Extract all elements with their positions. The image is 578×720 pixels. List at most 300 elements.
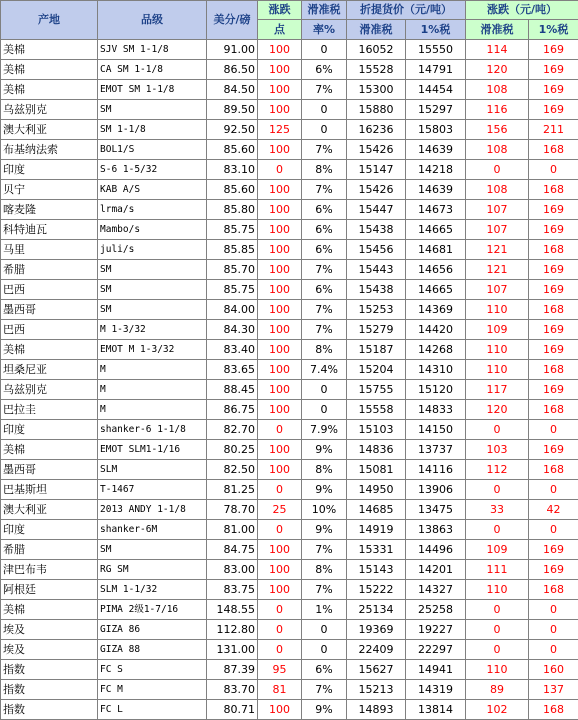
origin-cell: 希腊 [1,540,98,560]
origin-cell: 墨西哥 [1,460,98,480]
change-sliding-cell: 110 [466,580,529,600]
change-one-pct-cell: 0 [529,480,578,500]
header-landed-price: 折提货价（元/吨） [347,1,466,20]
price-cell: 86.75 [207,400,258,420]
one-pct-tax-price-cell: 15120 [406,380,466,400]
change-one-pct-cell: 169 [529,560,578,580]
table-row [1,540,578,560]
change-points-cell: 25 [258,500,302,520]
table-row [1,520,578,540]
one-pct-tax-price-cell: 15297 [406,100,466,120]
origin-cell: 指数 [1,660,98,680]
origin-cell: 印度 [1,420,98,440]
header-origin: 产地 [1,1,98,40]
tax-rate-cell: 0 [302,100,347,120]
one-pct-tax-price-cell: 14681 [406,240,466,260]
one-pct-tax-price-cell: 14369 [406,300,466,320]
one-pct-tax-price-cell: 14310 [406,360,466,380]
one-pct-tax-price-cell: 15550 [406,40,466,60]
change-sliding-cell: 107 [466,200,529,220]
table-row [1,60,578,80]
price-cell: 82.50 [207,460,258,480]
origin-cell: 津巴布韦 [1,560,98,580]
change-sliding-cell: 0 [466,620,529,640]
change-one-pct-cell: 169 [529,40,578,60]
change-one-pct-cell: 168 [529,700,578,720]
table-row [1,640,578,660]
change-one-pct-cell: 169 [529,540,578,560]
one-pct-tax-price-cell: 14201 [406,560,466,580]
tax-rate-cell: 8% [302,340,347,360]
sliding-tax-price-cell: 15528 [347,60,406,80]
change-one-pct-cell: 168 [529,580,578,600]
origin-cell: 喀麦隆 [1,200,98,220]
change-sliding-cell: 114 [466,40,529,60]
change-one-pct-cell: 168 [529,240,578,260]
change-one-pct-cell: 169 [529,320,578,340]
sliding-tax-price-cell: 14950 [347,480,406,500]
tax-rate-cell: 6% [302,220,347,240]
one-pct-tax-price-cell: 14454 [406,80,466,100]
table-row [1,260,578,280]
origin-cell: 坦桑尼亚 [1,360,98,380]
one-pct-tax-price-cell: 13475 [406,500,466,520]
change-sliding-cell: 0 [466,160,529,180]
tax-rate-cell: 10% [302,500,347,520]
change-sliding-cell: 103 [466,440,529,460]
sliding-tax-price-cell: 16236 [347,120,406,140]
origin-cell: 乌兹别克 [1,100,98,120]
origin-cell: 美棉 [1,340,98,360]
change-sliding-cell: 110 [466,660,529,680]
change-points-cell: 0 [258,640,302,660]
change-sliding-cell: 0 [466,600,529,620]
origin-cell: 印度 [1,520,98,540]
sliding-tax-price-cell: 15627 [347,660,406,680]
one-pct-tax-price-cell: 14268 [406,340,466,360]
change-points-cell: 100 [258,140,302,160]
origin-cell: 埃及 [1,620,98,640]
one-pct-tax-price-cell: 14639 [406,140,466,160]
tax-rate-cell: 8% [302,460,347,480]
change-points-cell: 100 [258,580,302,600]
change-points-cell: 0 [258,480,302,500]
sliding-tax-price-cell: 15143 [347,560,406,580]
grade-cell: juli/s [98,240,207,260]
sliding-tax-price-cell: 15081 [347,460,406,480]
price-cell: 78.70 [207,500,258,520]
change-one-pct-cell: 168 [529,180,578,200]
price-cell: 85.80 [207,200,258,220]
table-row [1,120,578,140]
change-points-cell: 100 [258,460,302,480]
change-sliding-cell: 120 [466,400,529,420]
origin-cell: 美棉 [1,440,98,460]
one-pct-tax-price-cell: 14941 [406,660,466,680]
one-pct-tax-price-cell: 14665 [406,280,466,300]
change-points-cell: 100 [258,280,302,300]
change-sliding-cell: 116 [466,100,529,120]
tax-rate-cell: 6% [302,200,347,220]
tax-rate-cell: 8% [302,160,347,180]
change-one-pct-cell: 0 [529,520,578,540]
grade-cell: SM 1-1/8 [98,120,207,140]
change-points-cell: 100 [258,320,302,340]
header-change: 涨跌 [258,1,302,20]
change-one-pct-cell: 169 [529,280,578,300]
one-pct-tax-price-cell: 15803 [406,120,466,140]
price-cell: 82.70 [207,420,258,440]
change-points-cell: 95 [258,660,302,680]
tax-rate-cell: 9% [302,700,347,720]
price-cell: 91.00 [207,40,258,60]
sliding-tax-price-cell: 25134 [347,600,406,620]
price-cell: 83.65 [207,360,258,380]
tax-rate-cell: 0 [302,640,347,660]
one-pct-tax-price-cell: 13737 [406,440,466,460]
grade-cell: SM [98,300,207,320]
table-row [1,280,578,300]
tax-rate-cell: 7.4% [302,360,347,380]
change-sliding-cell: 109 [466,320,529,340]
change-points-cell: 100 [258,440,302,460]
one-pct-tax-price-cell: 14656 [406,260,466,280]
grade-cell: FC S [98,660,207,680]
change-points-cell: 100 [258,700,302,720]
table-row [1,460,578,480]
one-pct-tax-price-cell: 14319 [406,680,466,700]
sliding-tax-price-cell: 15438 [347,280,406,300]
price-cell: 92.50 [207,120,258,140]
price-cell: 83.00 [207,560,258,580]
change-points-cell: 100 [258,180,302,200]
change-sliding-cell: 112 [466,460,529,480]
tax-rate-cell: 6% [302,660,347,680]
table-row [1,320,578,340]
origin-cell: 阿根廷 [1,580,98,600]
price-cell: 80.25 [207,440,258,460]
grade-cell: 2013 ANDY 1-1/8 [98,500,207,520]
grade-cell: M 1-3/32 [98,320,207,340]
grade-cell: T-1467 [98,480,207,500]
grade-cell: Mambo/s [98,220,207,240]
grade-cell: EMOT SLM1-1/16 [98,440,207,460]
tax-rate-cell: 7% [302,140,347,160]
sliding-tax-price-cell: 14893 [347,700,406,720]
origin-cell: 巴拉圭 [1,400,98,420]
table-row [1,700,578,720]
one-pct-tax-price-cell: 14496 [406,540,466,560]
header-grade: 品级 [98,1,207,40]
change-one-pct-cell: 169 [529,340,578,360]
price-cell: 83.40 [207,340,258,360]
tax-rate-cell: 7% [302,180,347,200]
origin-cell: 乌兹别克 [1,380,98,400]
one-pct-tax-price-cell: 19227 [406,620,466,640]
one-pct-tax-price-cell: 13814 [406,700,466,720]
change-sliding-cell: 110 [466,340,529,360]
sliding-tax-price-cell: 16052 [347,40,406,60]
header-sliding-tax: 滑准税 [347,20,406,40]
origin-cell: 美棉 [1,40,98,60]
table-row [1,420,578,440]
table-body [1,40,578,720]
grade-cell: SM [98,260,207,280]
change-points-cell: 100 [258,80,302,100]
tax-rate-cell: 6% [302,240,347,260]
table-row [1,500,578,520]
table-header [1,1,578,40]
grade-cell: M [98,360,207,380]
price-cell: 85.75 [207,280,258,300]
one-pct-tax-price-cell: 14420 [406,320,466,340]
tax-rate-cell: 7% [302,320,347,340]
grade-cell: SLM 1-1/32 [98,580,207,600]
change-points-cell: 100 [258,340,302,360]
change-sliding-cell: 111 [466,560,529,580]
change-sliding-cell: 117 [466,380,529,400]
one-pct-tax-price-cell: 14116 [406,460,466,480]
change-sliding-cell: 120 [466,60,529,80]
change-sliding-cell: 108 [466,180,529,200]
change-sliding-cell: 110 [466,360,529,380]
price-cell: 83.75 [207,580,258,600]
sliding-tax-price-cell: 14836 [347,440,406,460]
one-pct-tax-price-cell: 22297 [406,640,466,660]
change-points-cell: 100 [258,240,302,260]
tax-rate-cell: 0 [302,400,347,420]
change-one-pct-cell: 168 [529,400,578,420]
table-row [1,480,578,500]
origin-cell: 巴西 [1,320,98,340]
change-one-pct-cell: 160 [529,660,578,680]
change-sliding-cell: 102 [466,700,529,720]
sliding-tax-price-cell: 15222 [347,580,406,600]
tax-rate-cell: 0 [302,120,347,140]
grade-cell: BOL1/S [98,140,207,160]
tax-rate-cell: 9% [302,480,347,500]
price-cell: 88.45 [207,380,258,400]
grade-cell: SLM [98,460,207,480]
price-cell: 85.60 [207,180,258,200]
grade-cell: SM [98,280,207,300]
sliding-tax-price-cell: 15187 [347,340,406,360]
one-pct-tax-price-cell: 13863 [406,520,466,540]
change-sliding-cell: 0 [466,420,529,440]
change-sliding-cell: 109 [466,540,529,560]
table-row [1,580,578,600]
change-points-cell: 100 [258,60,302,80]
price-cell: 85.70 [207,260,258,280]
tax-rate-cell: 6% [302,280,347,300]
sliding-tax-price-cell: 15426 [347,180,406,200]
change-sliding-cell: 108 [466,140,529,160]
tax-rate-cell: 7% [302,300,347,320]
grade-cell: GIZA 86 [98,620,207,640]
price-cell: 86.50 [207,60,258,80]
change-one-pct-cell: 0 [529,420,578,440]
change-sliding-cell: 156 [466,120,529,140]
grade-cell: shanker-6 1-1/8 [98,420,207,440]
tax-rate-cell: 0 [302,40,347,60]
origin-cell: 马里 [1,240,98,260]
one-pct-tax-price-cell: 14665 [406,220,466,240]
sliding-tax-price-cell: 15438 [347,220,406,240]
change-one-pct-cell: 168 [529,460,578,480]
grade-cell: EMOT SM 1-1/8 [98,80,207,100]
sliding-tax-price-cell: 15558 [347,400,406,420]
table-row [1,380,578,400]
table-row [1,140,578,160]
change-one-pct-cell: 169 [529,260,578,280]
tax-rate-cell: 9% [302,440,347,460]
change-one-pct-cell: 0 [529,160,578,180]
header-change-yuan: 涨跌（元/吨） [466,1,578,20]
sliding-tax-price-cell: 15755 [347,380,406,400]
one-pct-tax-price-cell: 14833 [406,400,466,420]
sliding-tax-price-cell: 15880 [347,100,406,120]
tax-rate-cell: 8% [302,560,347,580]
table-row [1,440,578,460]
origin-cell: 科特迪瓦 [1,220,98,240]
table-row [1,400,578,420]
sliding-tax-price-cell: 15331 [347,540,406,560]
header-change-one-pct: 1%税 [529,20,578,40]
origin-cell: 布基纳法索 [1,140,98,160]
change-one-pct-cell: 168 [529,360,578,380]
change-points-cell: 100 [258,200,302,220]
grade-cell: CA SM 1-1/8 [98,60,207,80]
grade-cell: lrma/s [98,200,207,220]
change-points-cell: 0 [258,160,302,180]
change-points-cell: 0 [258,520,302,540]
table-row [1,680,578,700]
change-one-pct-cell: 169 [529,60,578,80]
price-cell: 84.75 [207,540,258,560]
grade-cell: S-6 1-5/32 [98,160,207,180]
change-one-pct-cell: 0 [529,620,578,640]
one-pct-tax-price-cell: 25258 [406,600,466,620]
change-one-pct-cell: 169 [529,220,578,240]
table-row [1,80,578,100]
grade-cell: PIMA 2级1-7/16 [98,600,207,620]
tax-rate-cell: 7% [302,680,347,700]
change-sliding-cell: 121 [466,260,529,280]
table-row [1,240,578,260]
origin-cell: 希腊 [1,260,98,280]
change-points-cell: 100 [258,400,302,420]
one-pct-tax-price-cell: 14639 [406,180,466,200]
change-sliding-cell: 33 [466,500,529,520]
origin-cell: 巴基斯坦 [1,480,98,500]
origin-cell: 澳大利亚 [1,500,98,520]
header-price: 美分/磅 [207,1,258,40]
origin-cell: 澳大利亚 [1,120,98,140]
grade-cell: KAB A/S [98,180,207,200]
table-row [1,660,578,680]
sliding-tax-price-cell: 15279 [347,320,406,340]
price-cell: 89.50 [207,100,258,120]
change-one-pct-cell: 169 [529,200,578,220]
change-points-cell: 100 [258,220,302,240]
origin-cell: 美棉 [1,80,98,100]
change-one-pct-cell: 169 [529,380,578,400]
grade-cell: FC L [98,700,207,720]
change-points-cell: 100 [258,380,302,400]
change-sliding-cell: 0 [466,640,529,660]
change-one-pct-cell: 168 [529,300,578,320]
header-tax-rate-bottom: 率% [302,20,347,40]
one-pct-tax-price-cell: 14791 [406,60,466,80]
change-one-pct-cell: 0 [529,600,578,620]
grade-cell: EMOT M 1-3/32 [98,340,207,360]
origin-cell: 美棉 [1,600,98,620]
table-row [1,200,578,220]
grade-cell: shanker-6M [98,520,207,540]
table-row [1,220,578,240]
grade-cell: GIZA 88 [98,640,207,660]
change-one-pct-cell: 169 [529,440,578,460]
tax-rate-cell: 7% [302,80,347,100]
sliding-tax-price-cell: 15300 [347,80,406,100]
price-cell: 131.00 [207,640,258,660]
table-row [1,40,578,60]
sliding-tax-price-cell: 19369 [347,620,406,640]
tax-rate-cell: 9% [302,520,347,540]
header-change-sub: 点 [258,20,302,40]
price-cell: 85.85 [207,240,258,260]
change-sliding-cell: 107 [466,220,529,240]
change-one-pct-cell: 168 [529,140,578,160]
one-pct-tax-price-cell: 14327 [406,580,466,600]
change-sliding-cell: 0 [466,520,529,540]
table-row [1,620,578,640]
one-pct-tax-price-cell: 14218 [406,160,466,180]
grade-cell: M [98,380,207,400]
change-one-pct-cell: 42 [529,500,578,520]
one-pct-tax-price-cell: 14150 [406,420,466,440]
sliding-tax-price-cell: 15443 [347,260,406,280]
table-row [1,360,578,380]
sliding-tax-price-cell: 15447 [347,200,406,220]
sliding-tax-price-cell: 22409 [347,640,406,660]
header-tax-rate-top: 滑准税 [302,1,347,20]
price-cell: 81.00 [207,520,258,540]
table-row [1,100,578,120]
tax-rate-cell: 7% [302,540,347,560]
sliding-tax-price-cell: 15213 [347,680,406,700]
change-points-cell: 100 [258,560,302,580]
origin-cell: 指数 [1,700,98,720]
header-change-sliding: 滑准税 [466,20,529,40]
sliding-tax-price-cell: 15103 [347,420,406,440]
change-one-pct-cell: 169 [529,100,578,120]
change-sliding-cell: 108 [466,80,529,100]
grade-cell: SJV SM 1-1/8 [98,40,207,60]
tax-rate-cell: 0 [302,380,347,400]
change-one-pct-cell: 0 [529,640,578,660]
sliding-tax-price-cell: 14919 [347,520,406,540]
tax-rate-cell: 7% [302,580,347,600]
tax-rate-cell: 7.9% [302,420,347,440]
price-cell: 83.10 [207,160,258,180]
change-one-pct-cell: 211 [529,120,578,140]
change-sliding-cell: 0 [466,480,529,500]
sliding-tax-price-cell: 15253 [347,300,406,320]
sliding-tax-price-cell: 15204 [347,360,406,380]
sliding-tax-price-cell: 15426 [347,140,406,160]
table-row [1,180,578,200]
